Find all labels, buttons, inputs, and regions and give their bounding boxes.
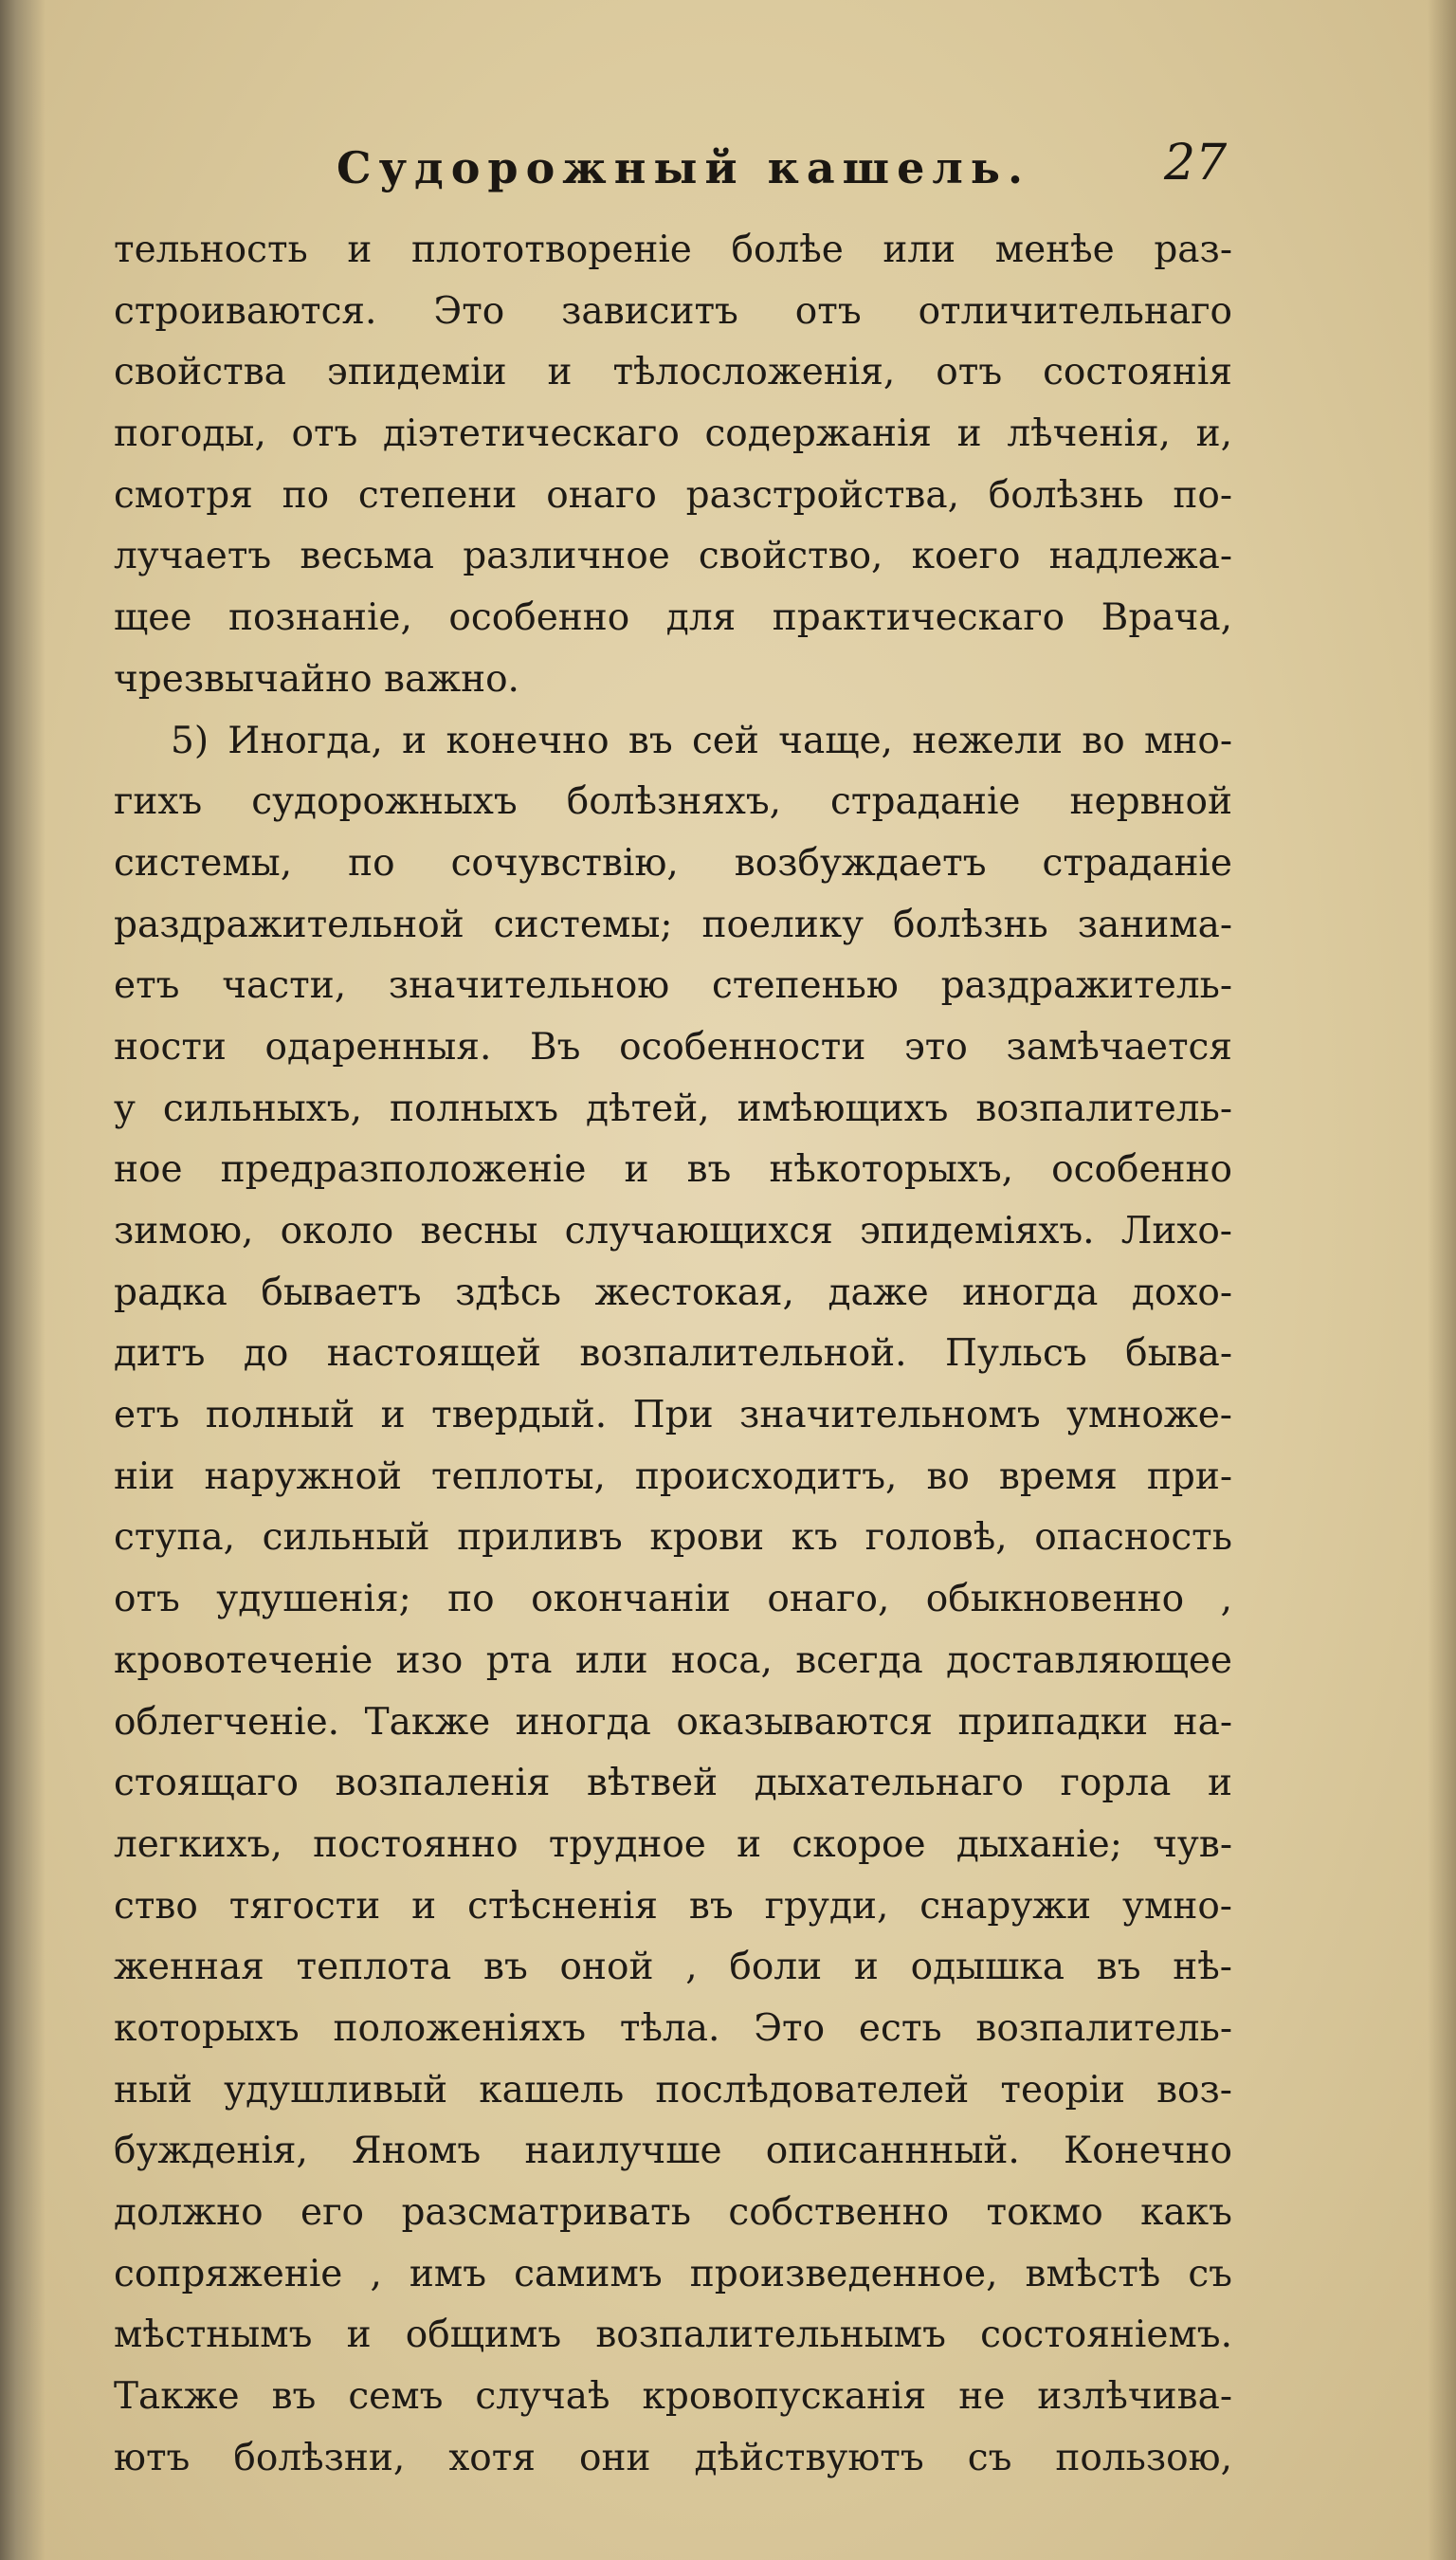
text-line: лучаетъ весьма различное свойство, коего надлежа- (114, 535, 1232, 578)
page-header (0, 135, 1456, 218)
text-line: радка бываетъ здѣсь жестокая, даже иногда дохо- (114, 1271, 1232, 1314)
body-text (114, 220, 1232, 2489)
page-edge-shadow (1428, 0, 1456, 2560)
text-line: бужденія, Яномъ наилучше описаннный. Конечно (114, 2130, 1232, 2173)
text-line: строиваются. Это зависитъ отъ отличительнаго (114, 289, 1232, 333)
text-line: мѣстнымъ и общимъ возпалительнымъ состояніемъ. (114, 2313, 1232, 2357)
binding-shadow (0, 0, 46, 2560)
text-line: ство тягости и стѣсненія въ груди, снаружи умно- (114, 1884, 1232, 1928)
text-line: Также въ семъ случаѣ кровопусканія не излѣчива- (114, 2375, 1232, 2419)
text-line: дитъ до настоящей возпалительной. Пульсъ быва- (114, 1332, 1232, 1376)
text-line: чрезвычайно важно. (114, 657, 519, 701)
text-line: ности одаренныя. Въ особенности это замѣчается (114, 1025, 1232, 1069)
running-head: Судорожный кашель. (337, 142, 1031, 193)
text-line: свойства эпидеміи и тѣлосложенія, отъ состоянія (114, 351, 1232, 394)
text-line: сопряженіе , имъ самимъ произведенное, вмѣстѣ съ (114, 2252, 1232, 2295)
text-line: зимою, около весны случающихся эпидеміяхъ. Лихо- (114, 1210, 1232, 1253)
text-line: у сильныхъ, полныхъ дѣтей, имѣющихъ возпалитель- (114, 1087, 1232, 1130)
text-line: погоды, отъ діэтетическаго содержанія и лѣченія, и, (114, 412, 1232, 456)
text-line: ный удушливый кашель послѣдователей теоріи воз- (114, 2068, 1232, 2112)
text-line: кровотеченіе изо рта или носа, всегда доставляющее (114, 1638, 1232, 1682)
text-line: ступа, сильный приливъ крови къ головѣ, опасность (114, 1516, 1232, 1560)
text-line: 5) Иногда, и конечно въ сей чаще, нежели во мно- (171, 719, 1232, 762)
page-number: 27 (1164, 135, 1228, 192)
text-line: етъ части, значительною степенью раздражитель- (114, 964, 1232, 1008)
text-line: смотря по степени онаго разстройства, болѣзнь по- (114, 473, 1232, 517)
text-line: системы, по сочувствію, возбуждаетъ страданіе (114, 841, 1232, 885)
text-line: должно его разсматривать собственно токмо какъ (114, 2191, 1232, 2234)
text-line: ное предразположеніе и въ нѣкоторыхъ, особенно (114, 1148, 1232, 1192)
text-line: щее познаніе, особенно для практическаго Врача, (114, 596, 1232, 640)
text-line: женная теплота въ оной , боли и одышка въ нѣ- (114, 1946, 1232, 1989)
text-line: стоящаго возпаленія вѣтвей дыхательнаго горла и (114, 1762, 1232, 1805)
text-line: легкихъ, постоянно трудное и скорое дыханіе; чув- (114, 1822, 1232, 1866)
text-line: раздражительной системы; поелику болѣзнь занима- (114, 903, 1232, 946)
text-line: отъ удушенія; по окончаніи онаго, обыкновенно , (114, 1578, 1232, 1621)
text-line: гихъ судорожныхъ болѣзняхъ, страданіе нервной (114, 780, 1232, 824)
text-line: ютъ болѣзни, хотя они дѣйствуютъ съ пользою, (114, 2436, 1232, 2479)
text-line: ніи наружной теплоты, происходитъ, во время при- (114, 1454, 1232, 1498)
text-line: етъ полный и твердый. При значительномъ умноже- (114, 1394, 1232, 1437)
text-line: тельность и плототвореніе болѣе или менѣе раз- (114, 229, 1232, 271)
text-line: облегченіе. Также иногда оказываются припадки на- (114, 1700, 1232, 1744)
text-line: которыхъ положеніяхъ тѣла. Это есть возпалитель- (114, 2006, 1232, 2050)
